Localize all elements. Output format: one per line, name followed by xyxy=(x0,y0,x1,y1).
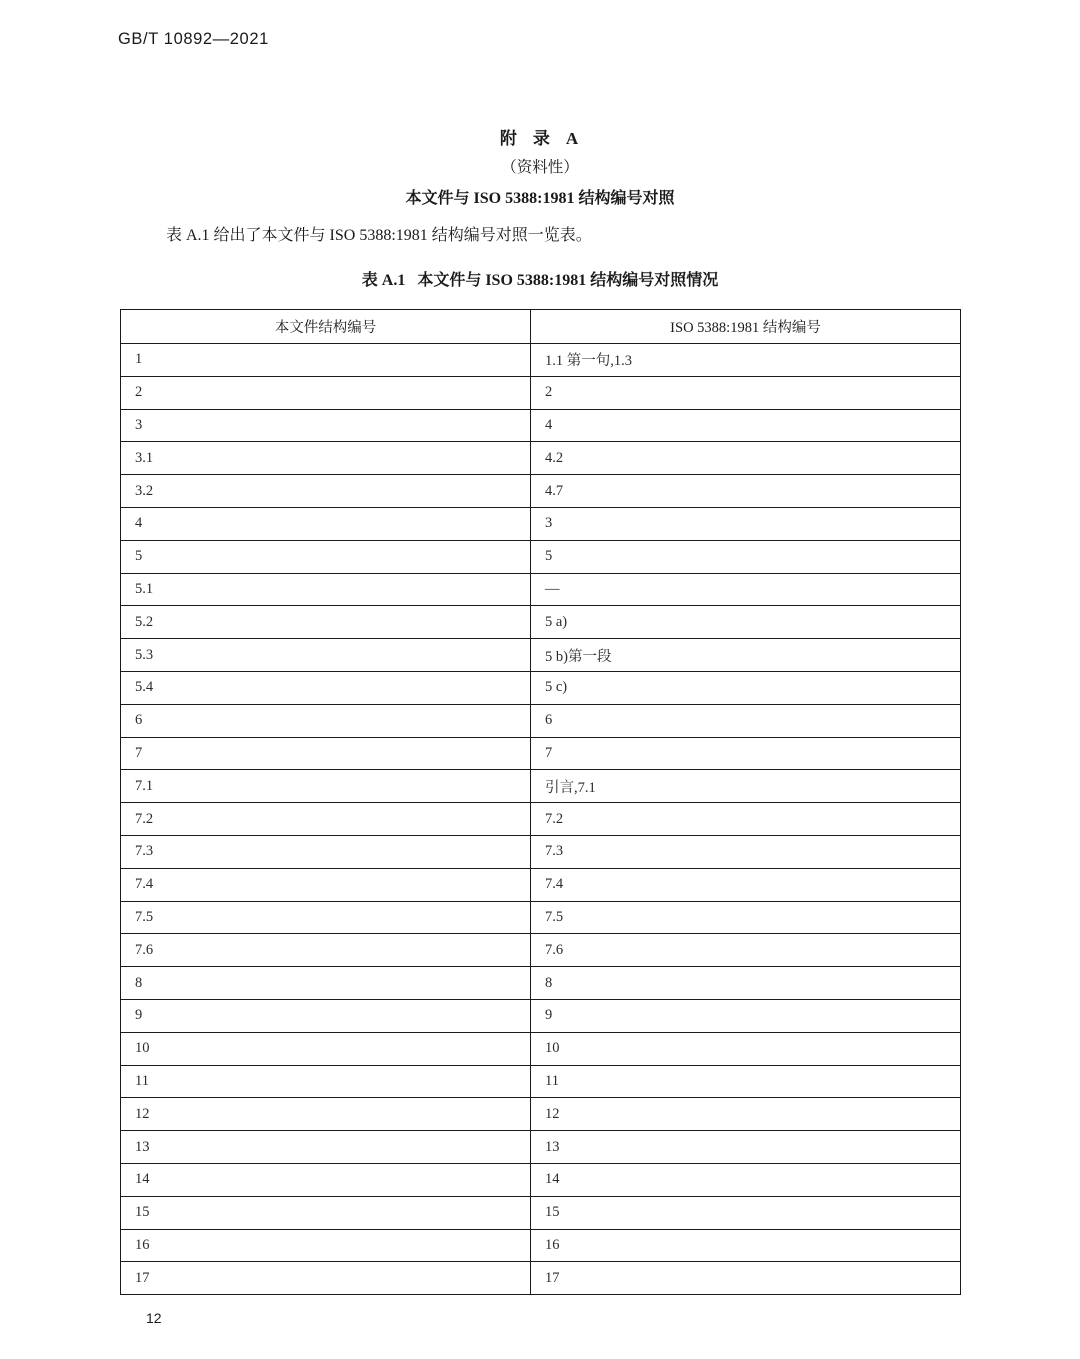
annex-subtitle: 本文件与 ISO 5388:1981 结构编号对照 xyxy=(405,190,675,207)
cell-iso-number: 7.3 xyxy=(531,835,961,868)
table-row xyxy=(121,344,961,377)
page-number: 12 xyxy=(146,1310,162,1326)
cell-local-number: 7.6 xyxy=(121,934,531,967)
cell-iso-number: 14 xyxy=(531,1163,961,1196)
cell-iso-number: 4.7 xyxy=(531,475,961,508)
table-row xyxy=(121,573,961,606)
intro-paragraph: 表 A.1 给出了本文件与 ISO 5388:1981 结构编号对照一览表。 xyxy=(166,227,592,244)
table-caption-text: 本文件与 ISO 5388:1981 结构编号对照情况 xyxy=(417,272,719,289)
cell-local-number: 11 xyxy=(121,1065,531,1098)
table-row xyxy=(121,1196,961,1229)
table-column-header-local: 本文件结构编号 xyxy=(121,310,531,344)
table-row xyxy=(121,999,961,1032)
table-row xyxy=(121,606,961,639)
cell-iso-number: 5 a) xyxy=(531,606,961,639)
cell-local-number: 8 xyxy=(121,967,531,1000)
cell-local-number: 6 xyxy=(121,704,531,737)
page-header-standard-code: GB/T 10892—2021 xyxy=(118,30,269,48)
table-row xyxy=(121,1131,961,1164)
cell-iso-number: — xyxy=(531,573,961,606)
cell-iso-number: 13 xyxy=(531,1131,961,1164)
cell-local-number: 12 xyxy=(121,1098,531,1131)
table-row xyxy=(121,1065,961,1098)
cell-local-number: 5.1 xyxy=(121,573,531,606)
cell-iso-number: 15 xyxy=(531,1196,961,1229)
table-row xyxy=(121,704,961,737)
cell-iso-number: 6 xyxy=(531,704,961,737)
cell-iso-number: 8 xyxy=(531,967,961,1000)
cell-iso-number: 7 xyxy=(531,737,961,770)
cell-iso-number: 5 xyxy=(531,540,961,573)
table-row xyxy=(121,409,961,442)
cell-iso-number: 7.5 xyxy=(531,901,961,934)
cell-local-number: 14 xyxy=(121,1163,531,1196)
cell-iso-number: 17 xyxy=(531,1262,961,1295)
cell-iso-number: 4.2 xyxy=(531,442,961,475)
annex-title-label: 附 xyxy=(499,129,519,148)
cell-local-number: 7.5 xyxy=(121,901,531,934)
cell-iso-number: 11 xyxy=(531,1065,961,1098)
table-caption xyxy=(0,267,1080,290)
cell-local-number: 1 xyxy=(121,344,531,377)
table-row xyxy=(121,376,961,409)
cell-iso-number: 16 xyxy=(531,1229,961,1262)
cell-iso-number: 5 c) xyxy=(531,671,961,704)
table-row xyxy=(121,737,961,770)
table-row xyxy=(121,442,961,475)
table-row xyxy=(121,770,961,803)
cell-iso-number: 引言,7.1 xyxy=(531,770,961,803)
cell-iso-number: 1.1 第一句,1.3 xyxy=(531,344,961,377)
cell-local-number: 7.3 xyxy=(121,835,531,868)
cell-local-number: 13 xyxy=(121,1131,531,1164)
table-row xyxy=(121,475,961,508)
cell-local-number: 7.2 xyxy=(121,803,531,836)
table-row xyxy=(121,967,961,1000)
table-row xyxy=(121,901,961,934)
table-row xyxy=(121,671,961,704)
cell-local-number: 2 xyxy=(121,376,531,409)
cell-local-number: 7.4 xyxy=(121,868,531,901)
cell-local-number: 5.2 xyxy=(121,606,531,639)
cell-iso-number: 7.4 xyxy=(531,868,961,901)
cell-iso-number: 12 xyxy=(531,1098,961,1131)
cell-local-number: 5.3 xyxy=(121,639,531,672)
annex-title xyxy=(0,124,1080,149)
table-column-header-iso: ISO 5388:1981 结构编号 xyxy=(531,310,961,344)
cell-local-number: 4 xyxy=(121,507,531,540)
cell-iso-number: 10 xyxy=(531,1032,961,1065)
cell-local-number: 7.1 xyxy=(121,770,531,803)
cell-iso-number: 3 xyxy=(531,507,961,540)
cell-local-number: 16 xyxy=(121,1229,531,1262)
table-caption-number: 表 A.1 xyxy=(361,272,406,289)
cell-local-number: 3 xyxy=(121,409,531,442)
cell-local-number: 17 xyxy=(121,1262,531,1295)
table-row xyxy=(121,1229,961,1262)
annex-title-letter: A xyxy=(565,129,581,148)
table-row xyxy=(121,1262,961,1295)
table-row xyxy=(121,639,961,672)
table-row xyxy=(121,803,961,836)
cell-local-number: 5.4 xyxy=(121,671,531,704)
annex-kind: （资料性） xyxy=(501,159,579,176)
cell-iso-number: 2 xyxy=(531,376,961,409)
cell-local-number: 15 xyxy=(121,1196,531,1229)
cell-iso-number: 9 xyxy=(531,999,961,1032)
cell-local-number: 3.2 xyxy=(121,475,531,508)
cell-iso-number: 4 xyxy=(531,409,961,442)
cell-iso-number: 5 b)第一段 xyxy=(531,639,961,672)
table-row xyxy=(121,868,961,901)
cell-local-number: 10 xyxy=(121,1032,531,1065)
cell-iso-number: 7.2 xyxy=(531,803,961,836)
cell-local-number: 3.1 xyxy=(121,442,531,475)
table-row xyxy=(121,1098,961,1131)
table-row xyxy=(121,1032,961,1065)
cell-local-number: 9 xyxy=(121,999,531,1032)
structure-mapping-table xyxy=(120,309,961,1295)
table-row xyxy=(121,835,961,868)
annex-title-word: 录 xyxy=(532,129,552,148)
table-row xyxy=(121,1163,961,1196)
cell-local-number: 7 xyxy=(121,737,531,770)
cell-local-number: 5 xyxy=(121,540,531,573)
table-header-row xyxy=(121,310,961,344)
table-body xyxy=(121,344,961,1295)
table-row xyxy=(121,540,961,573)
cell-iso-number: 7.6 xyxy=(531,934,961,967)
table-row xyxy=(121,507,961,540)
table-row xyxy=(121,934,961,967)
